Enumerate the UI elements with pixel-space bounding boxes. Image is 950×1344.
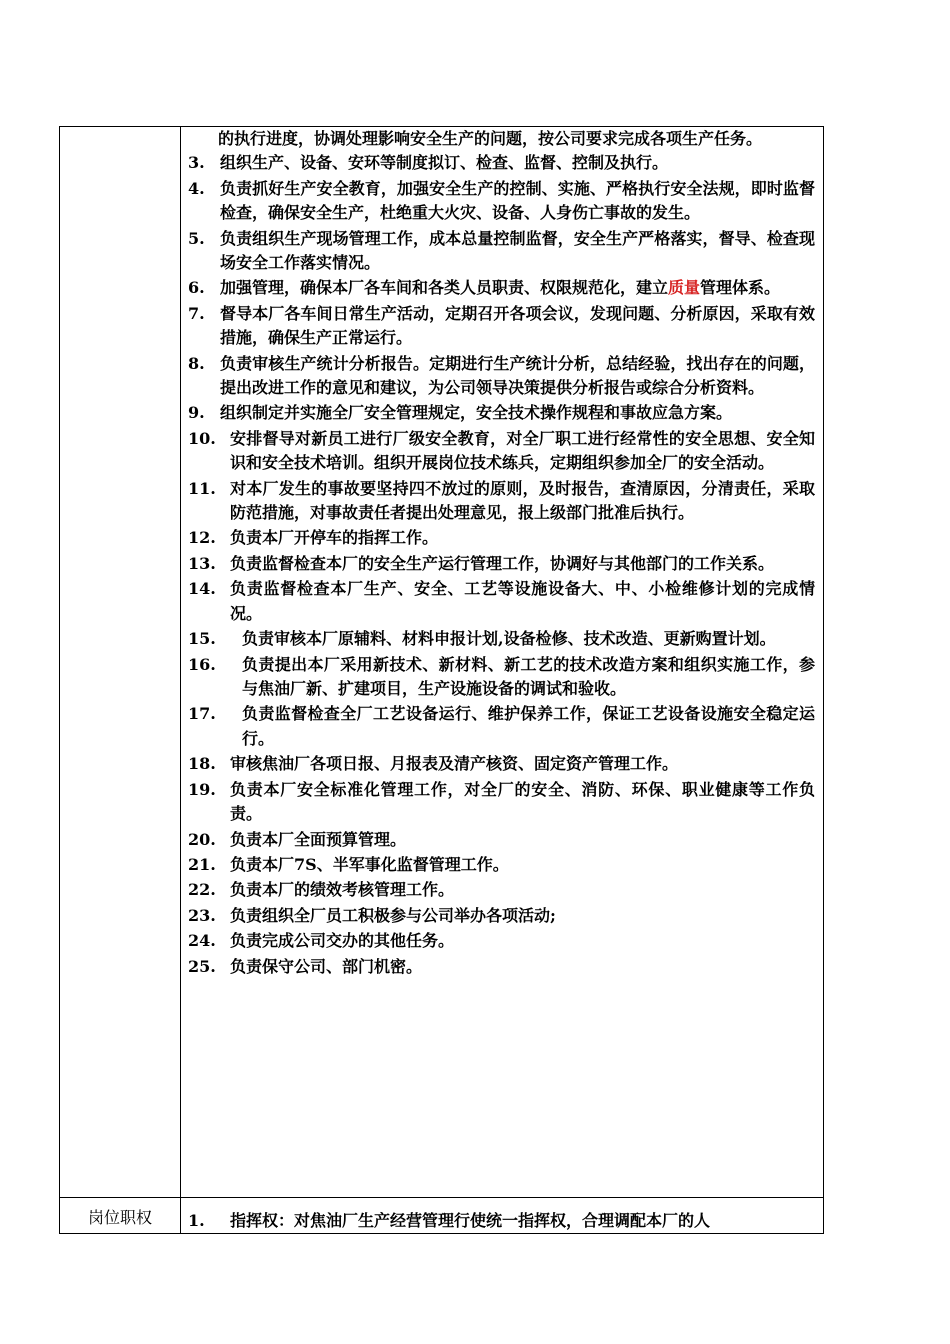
item-text: 负责保守公司、部门机密。 [230, 956, 423, 976]
item-number: 14. [188, 579, 216, 599]
item-number: 4. [188, 178, 205, 198]
item-number: 18. [188, 754, 216, 774]
list-item [188, 955, 815, 979]
item-text: 负责监督检查本厂的安全生产运行管理工作，协调好与其他部门的工作关系。 [230, 553, 775, 573]
item-text: 负责监督检查本厂生产、安全、工艺等设施设备大、中、小检维修计划的完成情况。 [230, 579, 815, 623]
list-item [188, 276, 815, 300]
item-number: 13. [188, 553, 216, 573]
item-number: 23. [188, 905, 216, 925]
item-number: 17. [188, 704, 216, 724]
item-text: 督导本厂各车间日常生产活动，定期召开各项会议，发现问题、分析原因，采取有效措施，确保生产正常运行。 [220, 303, 815, 348]
list-item [188, 526, 815, 550]
list-item [188, 401, 815, 425]
authority-cell [188, 1209, 815, 1234]
list-item [188, 577, 815, 626]
duties-cell [188, 127, 815, 980]
list-item [188, 653, 815, 702]
item-number: 6. [188, 278, 205, 298]
list-item [188, 929, 815, 953]
item-number: 25. [188, 956, 216, 976]
item-text: 负责组织全厂员工积极参与公司举办各项活动; [230, 905, 556, 925]
item-text: 负责本厂安全标准化管理工作，对全厂的安全、消防、环保、职业健康等工作负责。 [230, 779, 815, 824]
item-text: 组织生产、设备、安环等制度拟订、检查、监督、控制及执行。 [220, 153, 669, 173]
list-item [188, 427, 815, 476]
list-item [188, 227, 815, 276]
list-item [188, 1209, 815, 1233]
item-text: 负责完成公司交办的其他任务。 [230, 931, 455, 951]
item-text-before: 加强管理，确保本厂各车间和各类人员职责、权限规范化，建立 [220, 278, 669, 298]
item-number: 22. [188, 880, 216, 900]
list-item [188, 778, 815, 827]
list-item [188, 552, 815, 576]
item-number: 3. [188, 153, 205, 173]
list-item [188, 702, 815, 751]
item-text: 负责监督检查全厂工艺设备运行、维护保养工作，保证工艺设备设施安全稳定运行。 [242, 704, 815, 748]
item-text: 负责本厂7S、半军事化监督管理工作。 [230, 854, 509, 874]
item-number: 11. [188, 478, 216, 498]
list-item [188, 302, 815, 351]
item-number: 16. [188, 654, 216, 674]
item-number: 10. [188, 428, 216, 448]
item-number: 21. [188, 854, 216, 874]
highlighted-term: 质量 [668, 278, 701, 298]
item-text: 负责审核本厂原辅料、材料申报计划,设备检修、技术改造、更新购置计划。 [242, 629, 776, 649]
item-text: 负责提出本厂采用新技术、新材料、新工艺的技术改造方案和组织实施工作，参与焦油厂新、扩建项目，生产设施设备的调试和验收。 [242, 654, 815, 698]
list-item [188, 627, 815, 651]
item-number: 9. [188, 403, 205, 423]
list-item [188, 853, 815, 877]
continuation-text: 的执行进度，协调处理影响安全生产的问题，按公司要求完成各项生产任务。 [218, 129, 763, 148]
item-text [220, 276, 815, 300]
item-text: 负责本厂的绩效考核管理工作。 [230, 880, 455, 900]
item-text: 负责抓好生产安全教育，加强安全生产的控制、实施、严格执行安全法规，即时监督检查，确保安全生产，杜绝重大火灾、设备、人身伤亡事故的发生。 [220, 178, 815, 223]
item-number: 24. [188, 931, 216, 951]
item-number: 15. [188, 629, 216, 649]
list-item [188, 477, 815, 526]
item-text-after: 管理体系。 [700, 278, 781, 298]
item-number: 7. [188, 303, 205, 323]
item-text: 负责组织生产现场管理工作，成本总量控制监督，安全生产严格落实，督导、检查现场安全工作落实情况。 [220, 228, 815, 272]
item-number: 19. [188, 779, 216, 799]
duty-table [59, 126, 824, 1234]
list-item [188, 878, 815, 902]
list-item [188, 828, 815, 852]
item-text: 安排督导对新员工进行厂级安全教育，对全厂职工进行经常性的安全思想、安全知识和安全技术培训。组织开展岗位技术练兵，定期组织参加全厂的安全活动。 [230, 428, 815, 473]
list-item [188, 177, 815, 226]
item-number: 1. [188, 1211, 205, 1230]
list-item [188, 352, 815, 401]
item-text: 负责本厂开停车的指挥工作。 [230, 528, 439, 548]
item-text: 对本厂发生的事故要坚持四不放过的原则，及时报告，查清原因，分清责任，采取防范措施，对事故责任者提出处理意见，报上级部门批准后执行。 [230, 478, 815, 522]
item-text: 组织制定并实施全厂安全管理规定，安全技术操作规程和事故应急方案。 [220, 403, 733, 423]
item-number: 12. [188, 528, 216, 548]
item-number: 5. [188, 228, 205, 248]
list-item [188, 752, 815, 776]
item-text: 负责审核生产统计分析报告。定期进行生产统计分析，总结经验，找出存在的问题，提出改进工作的意见和建议，为公司领导决策提供分析报告或综合分析资料。 [220, 353, 815, 397]
authority-label: 岗位职权 [87, 1208, 152, 1227]
item-text: 审核焦油厂各项日报、月报表及清产核资、固定资产管理工作。 [230, 754, 679, 774]
list-item [188, 151, 815, 175]
item-number: 20. [188, 829, 216, 849]
item-number: 8. [188, 353, 205, 373]
list-item [188, 904, 815, 928]
item-text: 指挥权：对焦油厂生产经营管理行使统一指挥权，合理调配本厂的人 [230, 1211, 711, 1230]
item-text: 负责本厂全面预算管理。 [230, 829, 407, 849]
column-divider [180, 127, 181, 1233]
